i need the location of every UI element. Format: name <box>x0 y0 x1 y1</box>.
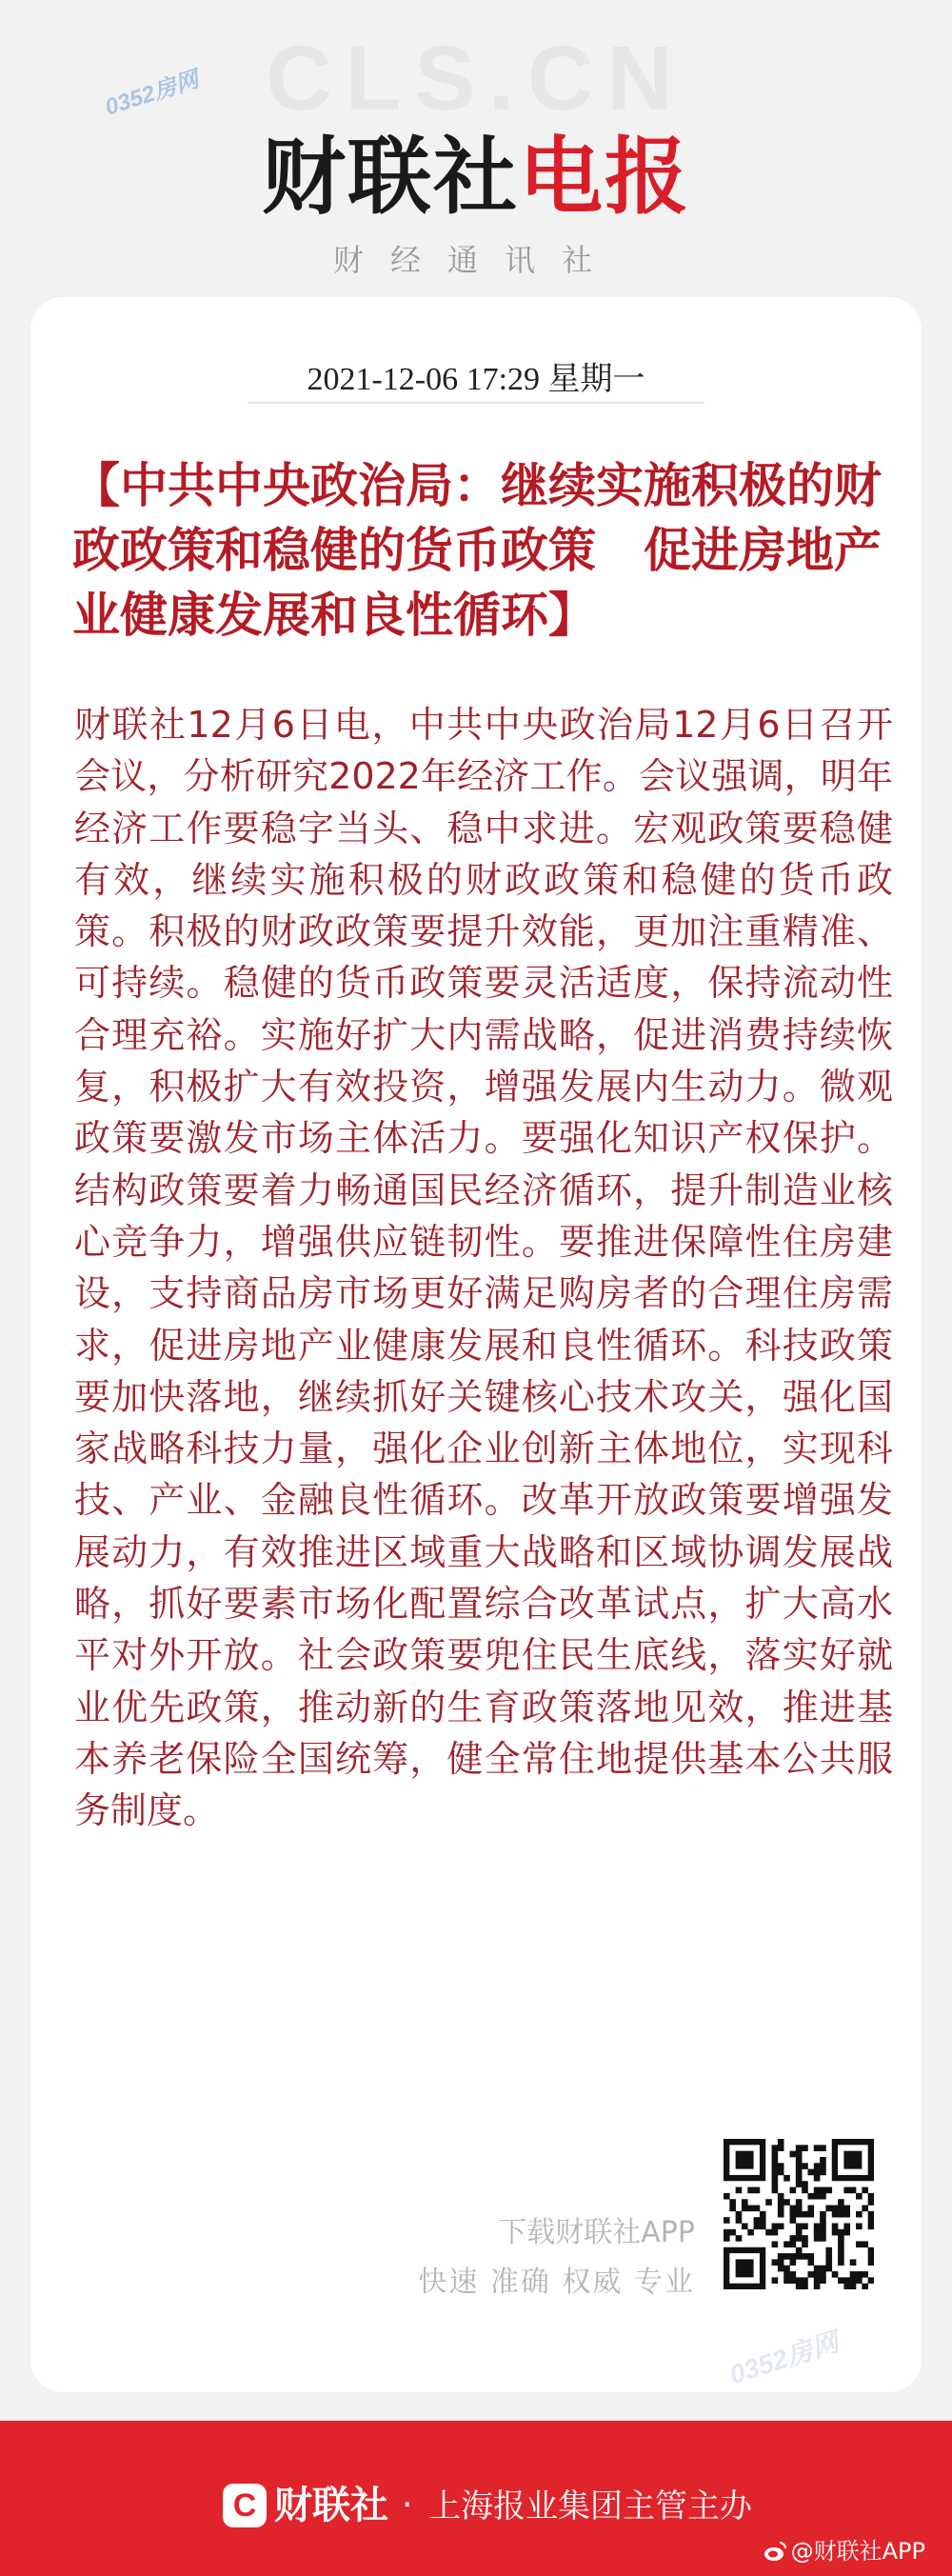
footer-separator: · <box>402 2486 413 2525</box>
footer-brand: 财联社 <box>274 2484 388 2527</box>
header <box>0 0 952 314</box>
article-datetime: 2021-12-06 17:29 星期一 <box>307 362 645 397</box>
download-prompt <box>418 2209 695 2308</box>
brand-subtitle: 财经通讯社 <box>332 242 619 278</box>
weibo-icon <box>763 2541 787 2562</box>
date-divider <box>248 402 704 404</box>
site-watermark-footer: 0352房网 <box>725 2326 843 2390</box>
article-body: 财联社12月6日电，中共中央政治局12月6日召开会议，分析研究2022年经济工作。会议强调，明年经济工作要稳字当头、稳中求进。宏观政策要稳健有效，继续实施积极的财政政策和稳健的货币政策。积极的财政政策要提升效能，更加注重精准、可持续。稳健的货币政策要灵活适度，保持流动性合理充裕。实施好扩大内需战略，促进消费持续恢复，积极扩大有效投资，增强发展内生动力。微观政策要激发市场主体活力。要强化知识产权保护。结构政策要着力畅通国民经济循环，提升制造业核心竞争力，增强供应链韧性。要推进保障性住房建设，支持商品房市场更好满足购房者的合理住房需求，促进房地产业健康发展和良性循环。科技政策要加快落地，继续抓好关键核心技术攻关，强化国家战略科技力量，强化企业创新主体地位，实现科技、产业、金融良性循环。改革开放政策要增强发展动力，有效推进区域重大战略和区域协调发展战略，抓好要素市场化配置综合改革试点，扩大高水平对外开放。社会政策要兜住民生底线，落实好就业优先政策，推动新的生育政策落地见效，推进基本养老保险全国统筹，健全常住地提供基本公共服务制度。 <box>74 704 893 1832</box>
footer-publisher: 上海报业集团主管主办 <box>428 2487 752 2526</box>
logo-letter: C <box>232 2487 257 2524</box>
download-slogan: 快速 准确 权威 专业 <box>418 2266 695 2299</box>
qr-code-graphic <box>724 2139 874 2289</box>
article-headline: 【中共中央政治局：继续实施积极的财政政策和稳健的货币政策 促进房地产业健康发展和良性循环】 <box>72 458 882 643</box>
weibo-handle-text: @财联社APP <box>790 2538 925 2565</box>
site-watermark: 0352房网 <box>102 66 203 121</box>
brand-telegraph: 电报 <box>519 128 691 226</box>
download-app-label: 下载财联社APP <box>498 2216 695 2249</box>
cls-watermark: CLS.CN <box>266 28 686 130</box>
weibo-handle[interactable] <box>763 2535 925 2567</box>
cls-logo-icon <box>223 2484 267 2527</box>
brand-title <box>0 130 952 225</box>
brand-name: 财联社 <box>261 128 519 226</box>
qr-code[interactable] <box>724 2139 874 2289</box>
